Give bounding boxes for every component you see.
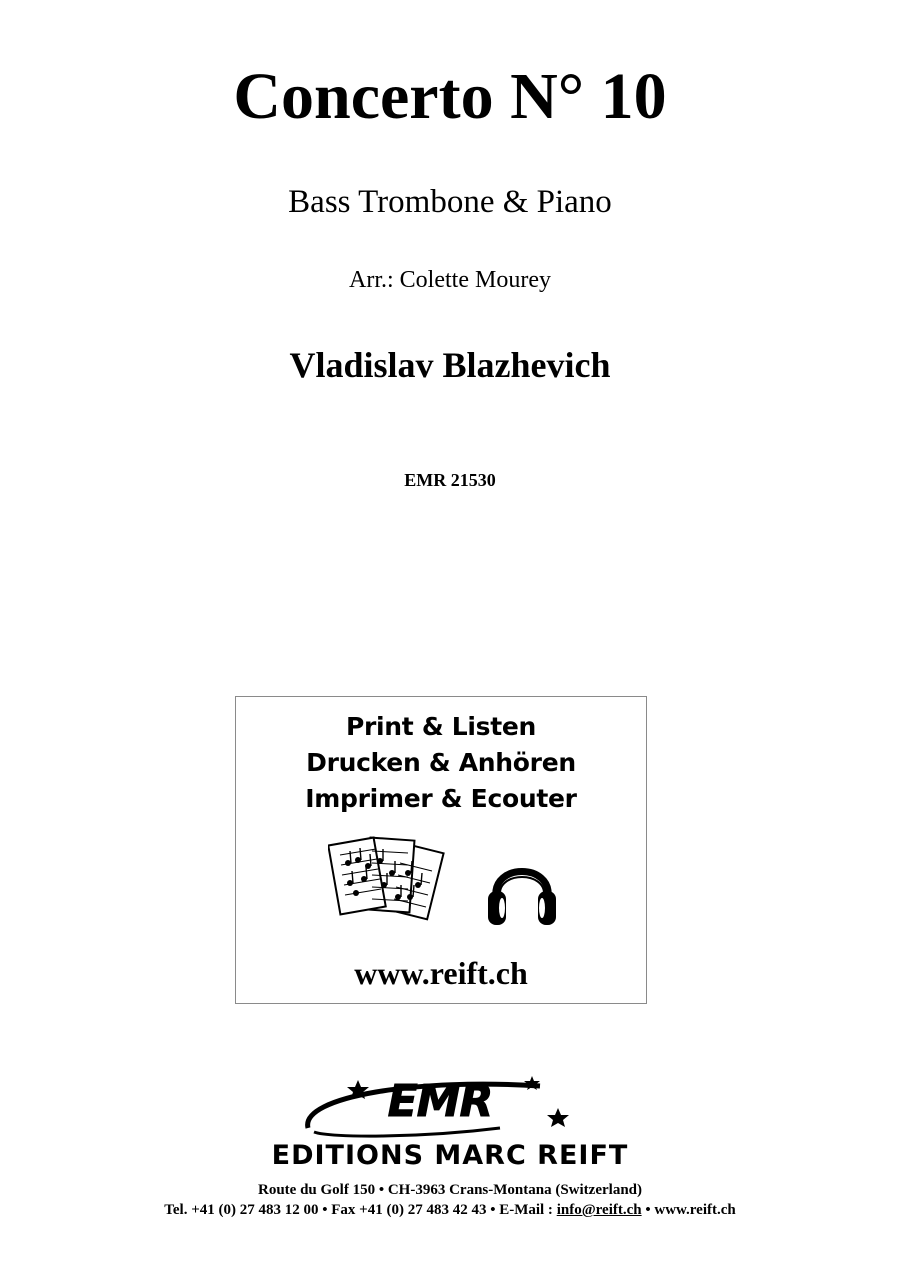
catalog-number: EMR 21530 <box>404 470 496 490</box>
contact-website: • www.reift.ch <box>641 1202 736 1218</box>
page-title: Concerto N° 10 <box>233 60 667 133</box>
emr-logo-text: EMR <box>387 1076 493 1127</box>
promo-line-french: Imprimer & Ecouter <box>305 784 577 813</box>
composer: Vladislav Blazhevich <box>289 345 611 385</box>
publisher-address: Route du Golf 150 • CH-3963 Crans-Montana (Switzerland) <box>258 1182 642 1198</box>
print-listen-box <box>235 696 647 1004</box>
arranger: Arr.: Colette Mourey <box>349 267 551 293</box>
promo-url[interactable]: www.reift.ch <box>354 955 528 991</box>
contact-phone-fax: Tel. +41 (0) 27 483 12 00 • Fax +41 (0) 27 483 42 43 • E-Mail : <box>164 1202 557 1218</box>
instrumentation: Bass Trombone & Piano <box>288 184 612 220</box>
sheet-music-icon <box>328 833 454 933</box>
publisher-contact <box>0 1200 900 1220</box>
headphones-icon <box>486 847 558 929</box>
email-link[interactable]: info@reift.ch <box>556 1202 642 1218</box>
publisher-name: EDITIONS MARC REIFT <box>271 1140 629 1171</box>
promo-line-english: Print & Listen <box>345 712 537 741</box>
promo-line-german: Drucken & Anhören <box>306 748 576 777</box>
